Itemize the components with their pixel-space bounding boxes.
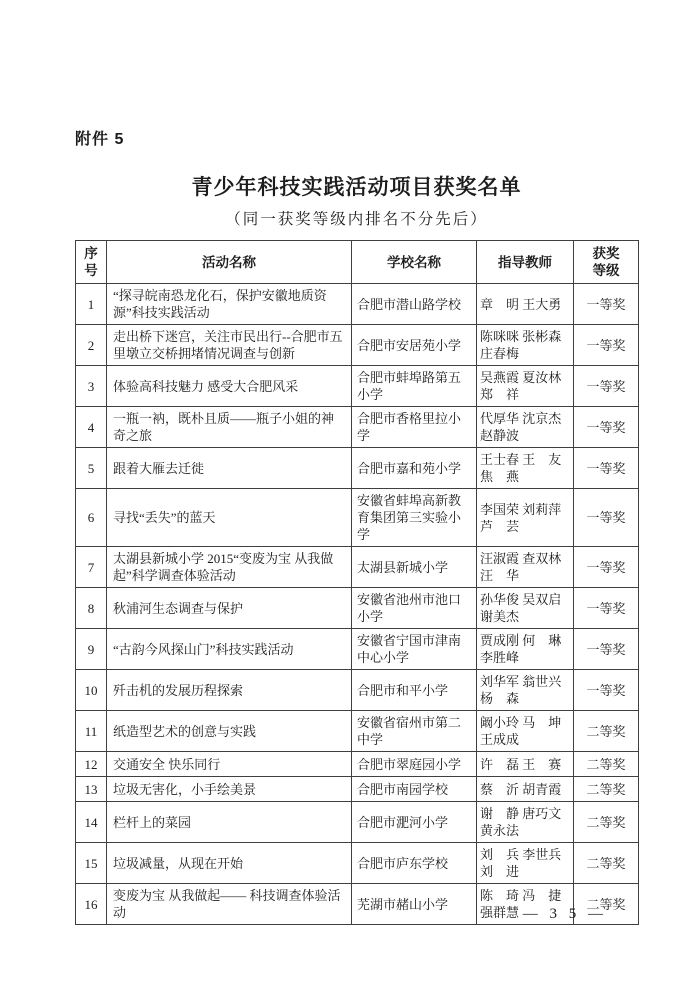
award-table-body: [76, 284, 639, 925]
activity-name-cell: “古韵今风探山门”科技实践活动: [107, 629, 352, 670]
award-level-cell: 一等奖: [574, 489, 639, 547]
header-school: 学校名称: [352, 241, 477, 284]
teachers-cell: 刘 兵 李世兵 刘 进: [477, 843, 574, 884]
teachers-cell: 孙华俊 吴双启 谢美杰: [477, 588, 574, 629]
school-name-cell: 安徽省蚌埠高新教育集团第三实验小学: [352, 489, 477, 547]
award-table-header: [76, 241, 639, 284]
activity-name-cell: 太湖县新城小学 2015“变废为宝 从我做起”科学调查体验活动: [107, 547, 352, 588]
award-level-cell: 一等奖: [574, 588, 639, 629]
activity-name-cell: 纸造型艺术的创意与实践: [107, 711, 352, 752]
teachers-cell: 蔡 沂 胡青霞: [477, 777, 574, 802]
school-name-cell: 合肥市嘉和苑小学: [352, 448, 477, 489]
table-row: [76, 752, 639, 777]
page-title: 青少年科技实践活动项目获奖名单: [191, 175, 522, 199]
school-name-cell: 安徽省宁国市津南中心小学: [352, 629, 477, 670]
activity-name-cell: 走出桥下迷宫，关注市民出行--合肥市五里墩立交桥拥堵情况调查与创新: [107, 325, 352, 366]
award-table: [75, 240, 639, 925]
award-level-cell: 二等奖: [574, 843, 639, 884]
school-name-cell: 合肥市庐东学校: [352, 843, 477, 884]
table-row: [76, 777, 639, 802]
table-row: [76, 588, 639, 629]
page-subtitle: （同一获奖等级内排名不分先后）: [225, 211, 488, 228]
attachment-label: 附件 5: [75, 131, 125, 148]
row-number-cell: 4: [76, 407, 107, 448]
header-row: [76, 241, 639, 284]
activity-name-cell: 栏杆上的菜园: [107, 802, 352, 843]
row-number-cell: 2: [76, 325, 107, 366]
activity-name-cell: 垃圾无害化，小手绘美景: [107, 777, 352, 802]
teachers-cell: 刘华军 翁世兴 杨 森: [477, 670, 574, 711]
row-number-cell: 6: [76, 489, 107, 547]
header-activity: 活动名称: [107, 241, 352, 284]
header-award-text: 获奖等级: [592, 246, 620, 278]
activity-name-cell: 一瓶一衲，既朴且质——瓶子小姐的神奇之旅: [107, 407, 352, 448]
school-name-cell: 合肥市翠庭园小学: [352, 752, 477, 777]
award-level-cell: 二等奖: [574, 711, 639, 752]
table-row: [76, 284, 639, 325]
table-row: [76, 711, 639, 752]
row-number-cell: 11: [76, 711, 107, 752]
table-row: [76, 547, 639, 588]
school-name-cell: 合肥市淝河小学: [352, 802, 477, 843]
award-level-cell: 二等奖: [574, 884, 639, 925]
school-name-cell: 合肥市南园学校: [352, 777, 477, 802]
activity-name-cell: 变废为宝 从我做起—— 科技调查体验活动: [107, 884, 352, 925]
teachers-cell: 章 明 王大勇: [477, 284, 574, 325]
activity-name-cell: 体验高科技魅力 感受大合肥风采: [107, 366, 352, 407]
award-level-cell: 二等奖: [574, 802, 639, 843]
teachers-cell: 吴燕霞 夏汝林 郑 祥: [477, 366, 574, 407]
row-number-cell: 7: [76, 547, 107, 588]
school-name-cell: 芜湖市赭山小学: [352, 884, 477, 925]
row-number-cell: 5: [76, 448, 107, 489]
award-level-cell: 一等奖: [574, 366, 639, 407]
row-number-cell: 16: [76, 884, 107, 925]
school-name-cell: 合肥市和平小学: [352, 670, 477, 711]
row-number-cell: 10: [76, 670, 107, 711]
table-row: [76, 489, 639, 547]
school-name-cell: 合肥市蚌埠路第五小学: [352, 366, 477, 407]
row-number-cell: 15: [76, 843, 107, 884]
school-name-cell: 合肥市潜山路学校: [352, 284, 477, 325]
header-no: 序号: [76, 241, 107, 284]
row-number-cell: 13: [76, 777, 107, 802]
school-name-cell: 太湖县新城小学: [352, 547, 477, 588]
table-row: [76, 670, 639, 711]
teachers-cell: 陈 琦 冯 捷 强群慧: [477, 884, 574, 925]
header-teachers: 指导教师: [477, 241, 574, 284]
row-number-cell: 9: [76, 629, 107, 670]
award-level-cell: 二等奖: [574, 752, 639, 777]
header-award: [574, 241, 639, 284]
activity-name-cell: 歼击机的发展历程探索: [107, 670, 352, 711]
table-row: [76, 448, 639, 489]
school-name-cell: 安徽省池州市池口小学: [352, 588, 477, 629]
activity-name-cell: 垃圾减量，从现在开始: [107, 843, 352, 884]
teachers-cell: 王士春 王 友 焦 燕: [477, 448, 574, 489]
table-row: [76, 843, 639, 884]
teachers-cell: 代厚华 沈京杰 赵静波: [477, 407, 574, 448]
row-number-cell: 1: [76, 284, 107, 325]
activity-name-cell: 跟着大雁去迁徙: [107, 448, 352, 489]
row-number-cell: 3: [76, 366, 107, 407]
award-level-cell: 一等奖: [574, 284, 639, 325]
award-level-cell: 一等奖: [574, 670, 639, 711]
activity-name-cell: 寻找“丢失”的蓝天: [107, 489, 352, 547]
award-level-cell: 一等奖: [574, 325, 639, 366]
teachers-cell: 陈咪咪 张彬森 庄春梅: [477, 325, 574, 366]
award-level-cell: 一等奖: [574, 448, 639, 489]
school-name-cell: 安徽省宿州市第二中学: [352, 711, 477, 752]
school-name-cell: 合肥市香格里拉小学: [352, 407, 477, 448]
activity-name-cell: 秋浦河生态调查与保护: [107, 588, 352, 629]
table-row: [76, 407, 639, 448]
teachers-cell: 许 磊 王 赛: [477, 752, 574, 777]
table-row: [76, 325, 639, 366]
teachers-cell: 谢 静 唐巧文 黄永法: [477, 802, 574, 843]
teachers-cell: 阚小玲 马 坤 王成成: [477, 711, 574, 752]
school-name-cell: 合肥市安居苑小学: [352, 325, 477, 366]
award-level-cell: 一等奖: [574, 547, 639, 588]
award-level-cell: 二等奖: [574, 777, 639, 802]
award-level-cell: 一等奖: [574, 629, 639, 670]
teachers-cell: 贾成刚 何 琳 李胜峰: [477, 629, 574, 670]
table-row: [76, 802, 639, 843]
page-number: — 3 5 —: [522, 906, 607, 922]
table-row: [76, 629, 639, 670]
row-number-cell: 14: [76, 802, 107, 843]
table-row: [76, 366, 639, 407]
award-level-cell: 一等奖: [574, 407, 639, 448]
activity-name-cell: 交通安全 快乐同行: [107, 752, 352, 777]
row-number-cell: 12: [76, 752, 107, 777]
teachers-cell: 李国荣 刘莉萍 芦 芸: [477, 489, 574, 547]
teachers-cell: 汪淑霞 查双林 汪 华: [477, 547, 574, 588]
activity-name-cell: “探寻皖南恐龙化石，保护安徽地质资源”科技实践活动: [107, 284, 352, 325]
row-number-cell: 8: [76, 588, 107, 629]
